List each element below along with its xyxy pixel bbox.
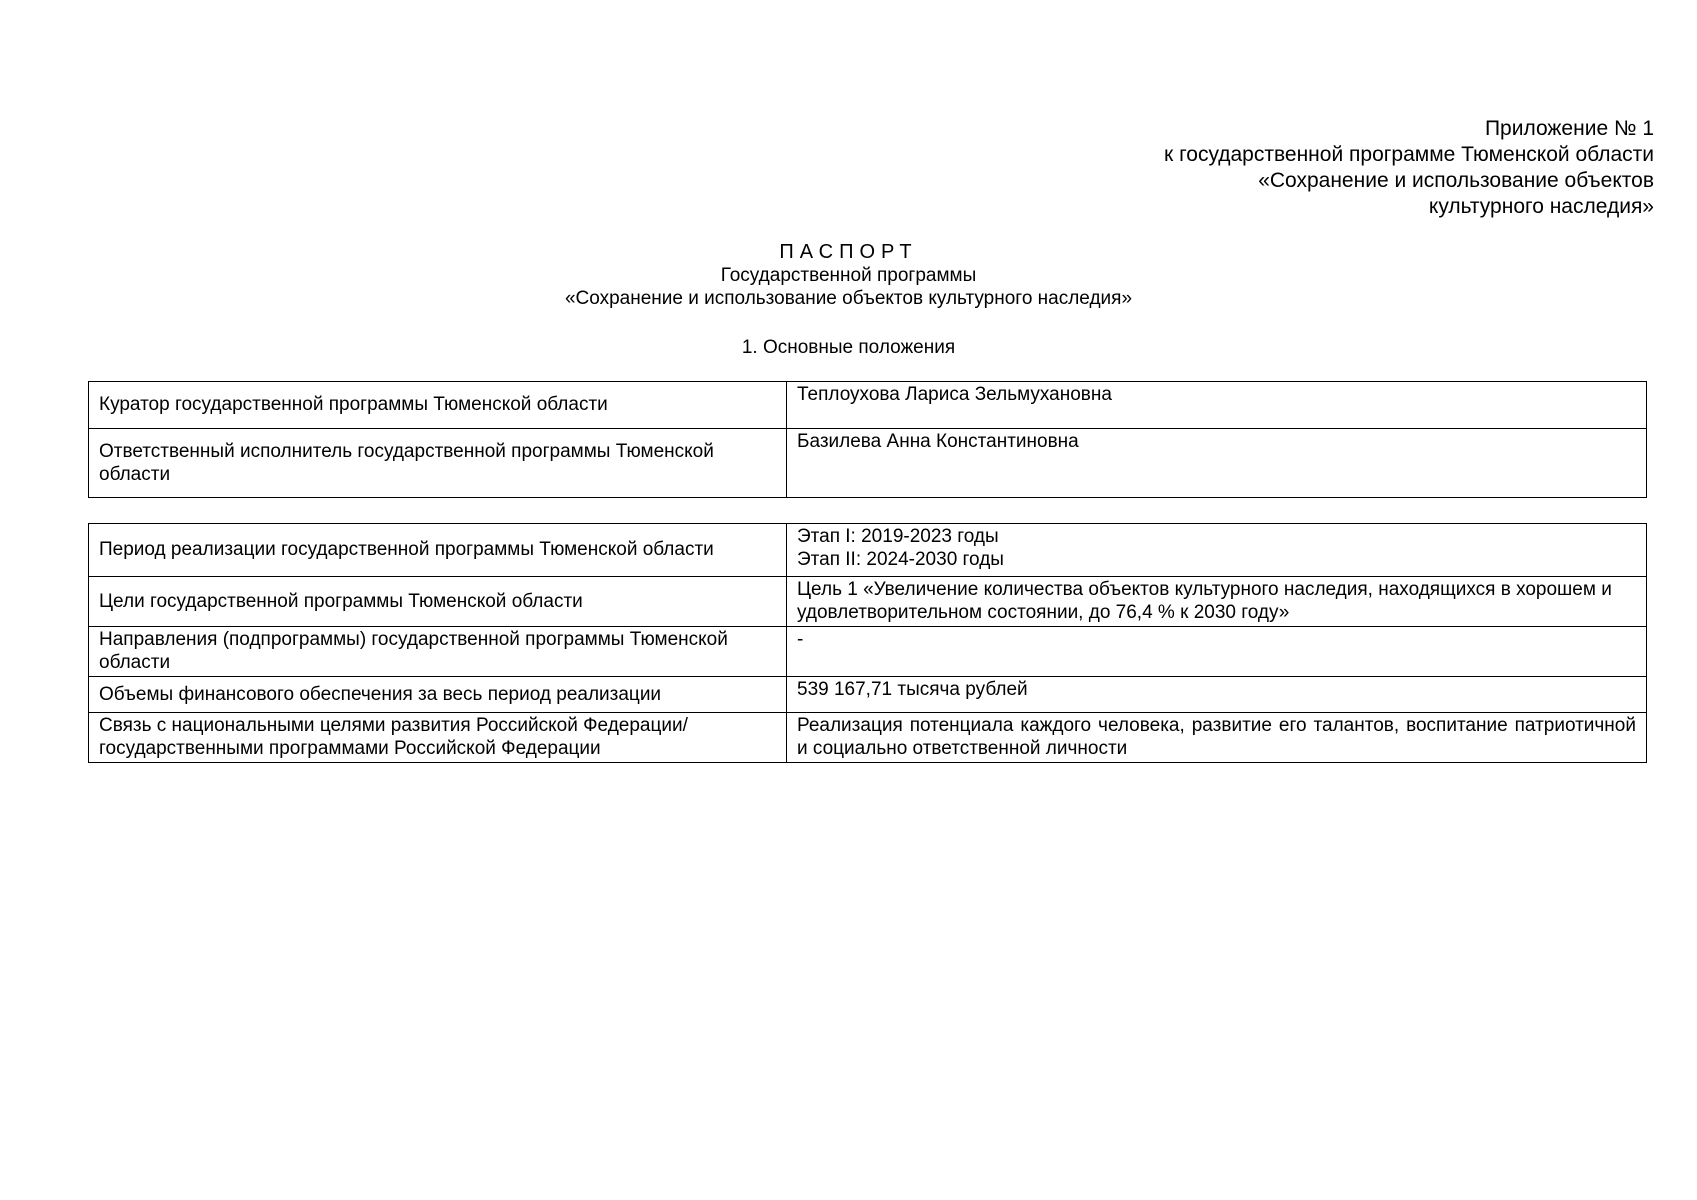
row-value: Теплоухова Лариса Зельмухановна	[787, 382, 1647, 429]
row-label: Куратор государственной программы Тюменской области	[89, 382, 787, 429]
annex-header	[954, 116, 1654, 220]
table-row	[89, 627, 1647, 677]
stage-1: Этап I: 2019-2023 годы	[797, 526, 999, 547]
stage-2: Этап II: 2024-2030 годы	[797, 549, 1004, 570]
responsibles-table	[88, 381, 1647, 498]
document-heading: ПАСПОРТ	[779, 241, 918, 263]
row-value: -	[787, 627, 1647, 677]
row-label: Направления (подпрограммы) государственной программы Тюменской области	[89, 627, 787, 677]
table-row	[89, 713, 1647, 763]
row-value: Реализация потенциала каждого человека, развитие его талантов, воспитание патриотичной и социально ответственной личности	[787, 713, 1647, 763]
annex-program-name-line1: «Сохранение и использование объектов	[1258, 169, 1654, 192]
annex-program-name-line2: культурного наследия»	[1428, 195, 1654, 218]
table-row	[89, 429, 1647, 498]
table-row	[89, 382, 1647, 429]
row-value: Базилева Анна Константиновна	[787, 429, 1647, 498]
program-name: «Сохранение и использование объектов культурного наследия»	[564, 288, 1133, 309]
table-row	[89, 524, 1647, 577]
row-label: Период реализации государственной программы Тюменской области	[89, 524, 787, 577]
row-label: Объемы финансового обеспечения за весь период реализации	[89, 677, 787, 713]
row-value: 539 167,71 тысяча рублей	[787, 677, 1647, 713]
document-subheading: Государственной программы	[720, 265, 977, 286]
row-label: Цели государственной программы Тюменской области	[89, 577, 787, 627]
annex-program-ref: к государственной программе Тюменской области	[1164, 143, 1654, 166]
table-row	[89, 577, 1647, 627]
annex-number: Приложение № 1	[1484, 117, 1654, 140]
row-label: Ответственный исполнитель государственной программы Тюменской области	[89, 429, 787, 498]
row-value: Цель 1 «Увеличение количества объектов культурного наследия, находящихся в хорошем и удовлетворительном состоянии, до 76,4 % к 2030 году»	[787, 577, 1647, 627]
program-details-table	[88, 523, 1647, 763]
document-title-block	[0, 241, 1697, 310]
section-title: 1. Основные положения	[741, 337, 956, 358]
row-value	[787, 524, 1647, 577]
row-label: Связь с национальными целями развития Российской Федерации/ государственными программами Российской Федерации	[89, 713, 787, 763]
table-row	[89, 677, 1647, 713]
